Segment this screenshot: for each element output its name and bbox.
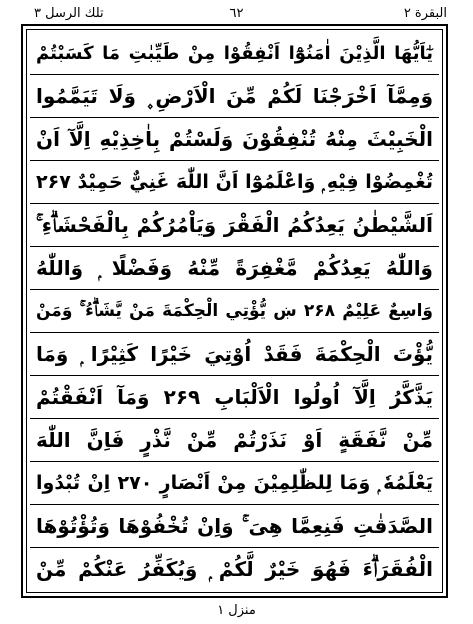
line-text: يَذَّكَّرُ اِلَّآ اُولُوا الْاَلْبَابِ ۲۶۹ وَمَآ اَنْفَقْتُمْ [36, 385, 433, 409]
line-text: وَاللّٰهُ يَعِدُكُمْ مَّغْفِرَةً مِّنْهُ وَفَضْلًا ۭ وَاللّٰهُ [36, 256, 433, 280]
line-text: الْفُقَرَاۗءَ فَهُوَ خَيْرٌ لَّكُمْ ۭ وَيُكَفِّرُ عَنْكُمْ مِّنْ [36, 557, 433, 581]
text-line [30, 161, 439, 204]
text-line [30, 419, 439, 462]
text-line [30, 32, 439, 75]
juz-name: تلك الرسل ۳ [34, 6, 104, 21]
text-line [30, 376, 439, 419]
text-line [30, 548, 439, 590]
line-text: تُغْمِضُوْا فِيْهِ ۭ وَاعْلَمُوْٓا اَنَّ اللّٰهَ غَنِيٌّ حَمِيْدٌ ۲۶۷ [36, 171, 433, 193]
text-line [30, 204, 439, 247]
manzil-marker: منزل ۱ [217, 603, 256, 618]
page-number: ٦٢ [229, 6, 244, 21]
text-line [30, 247, 439, 290]
text-line [30, 462, 439, 505]
line-text: يُّؤْتَ الْحِكْمَةَ فَقَدْ اُوْتِيَ خَيْرًا كَثِيْرًا ۭ وَمَا [36, 342, 433, 366]
text-block [30, 32, 439, 590]
line-text: يَعْلَمُهٗ ۭ وَمَا لِلظّٰلِمِيْنَ مِنْ اَنْصَارٍ ۲۷۰ اِنْ تُبْدُوا [36, 472, 433, 494]
text-line [30, 290, 439, 333]
text-line [30, 333, 439, 376]
line-text: الْخَبِيْثَ مِنْهُ تُنْفِقُوْنَ وَلَسْتُمْ بِاٰخِذِيْهِ اِلَّآ اَنْ [36, 127, 433, 151]
text-line [30, 505, 439, 548]
text-line [30, 75, 439, 118]
line-text: وَمِمَّآ اَخْرَجْنَا لَكُمْ مِّنَ الْاَرْضِ ۪ وَلَا تَيَمَّمُوا [36, 84, 433, 108]
line-text: اَلشَّيْطٰنُ يَعِدُكُمُ الْفَقْرَ وَيَاْمُرُكُمْ بِالْفَحْشَاۗءِ ۚ [36, 213, 433, 237]
line-text: وَاسِعٌ عَلِيْمٌ ۲۶۸ ښ يُّؤْتِي الْحِكْمَةَ مَنْ يَّشَاۗءُ ۚ وَمَنْ [36, 301, 433, 321]
line-text: مِّنْ نَّفَقَةٍ اَوْ نَذَرْتُمْ مِّنْ نَّذْرٍ فَاِنَّ اللّٰهَ [36, 428, 433, 452]
line-text: الصَّدَقٰتِ فَنِعِمَّا هِىَ ۚ وَاِنْ تُخْفُوْهَا وَتُؤْتُوْهَا [36, 514, 433, 538]
line-text: يٰٓاَيُّهَا الَّذِيْنَ اٰمَنُوْٓا اَنْفِقُوْا مِنْ طَيِّبٰتِ مَا كَسَبْتُمْ [36, 42, 433, 64]
text-line [30, 118, 439, 161]
surah-name: البقرة ۲ [403, 6, 447, 21]
